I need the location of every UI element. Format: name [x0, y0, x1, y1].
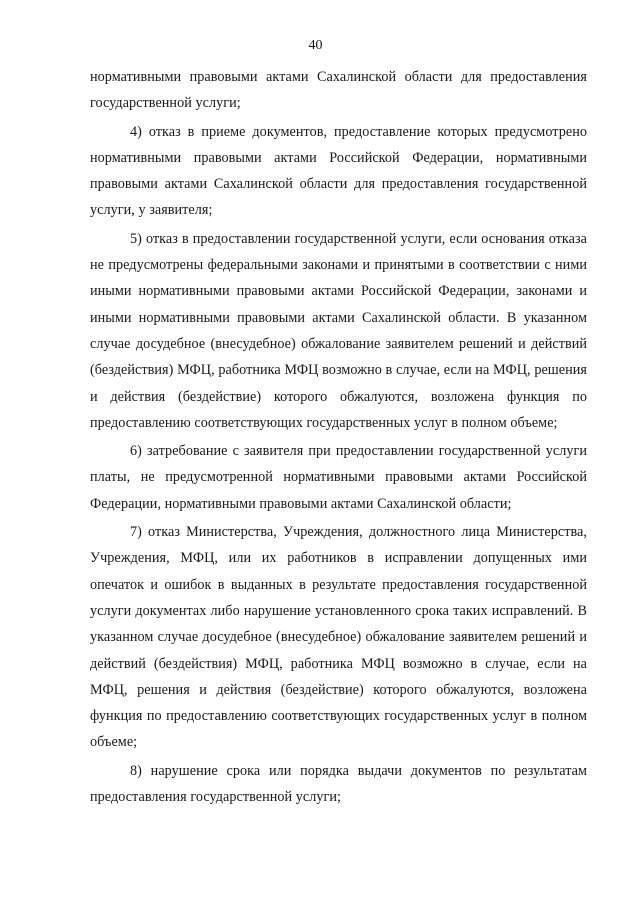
paragraph-item-8: 8) нарушение срока или порядка выдачи документов по результатам предоставления государственной услуги;	[90, 762, 587, 806]
paragraph-continuation: нормативными правовыми актами Сахалинской области для предоставления государственной услуги;	[90, 69, 587, 112]
document-body	[90, 64, 587, 812]
paragraph-item-7: 7) отказ Министерства, Учреждения, должностного лица Министерства, Учреждения, МФЦ, или их работников в исправлении допущенных ими опечаток и ошибок в выданных в результате предоставления государственной услуги документах либо нарушение установленного срока таких исправлений. В указанном случае досудебное (внесудебное) обжалование заявителем решений и действий (бездействия) МФЦ, работника МФЦ возможно в случае, если на МФЦ, решения и действия (бездействие) которого обжалуются, возложена функция по предоставлению соответствующих государственных услуг в полном объеме;	[90, 524, 587, 751]
paragraph-item-5: 5) отказ в предоставлении государственной услуги, если основания отказа не предусмотрены федеральными законами и принятыми в соответствии с ними иными нормативными правовыми актами Российской Федерации, законами и иными нормативными правовыми актами Сахалинской области. В указанном случае досудебное (внесудебное) обжалование заявителем решений и действий (бездействия) МФЦ, работника МФЦ возможно в случае, если на МФЦ, решения и действия (бездействие) которого обжалуются, возложена функция по предоставлению соответствующих государственных услуг в полном объеме;	[90, 230, 587, 431]
paragraph-item-6: 6) затребование с заявителя при предоставлении государственной услуги платы, не предусмотренной нормативными правовыми актами Российской Федерации, нормативными правовыми актами Сахалинской области;	[90, 443, 587, 512]
paragraph-item-4: 4) отказ в приеме документов, предоставление которых предусмотрено нормативными правовыми актами Российской Федерации, нормативными правовыми актами Сахалинской области для предоставления государственной услуги, у заявителя;	[90, 123, 587, 219]
page-number: 40	[308, 38, 323, 53]
